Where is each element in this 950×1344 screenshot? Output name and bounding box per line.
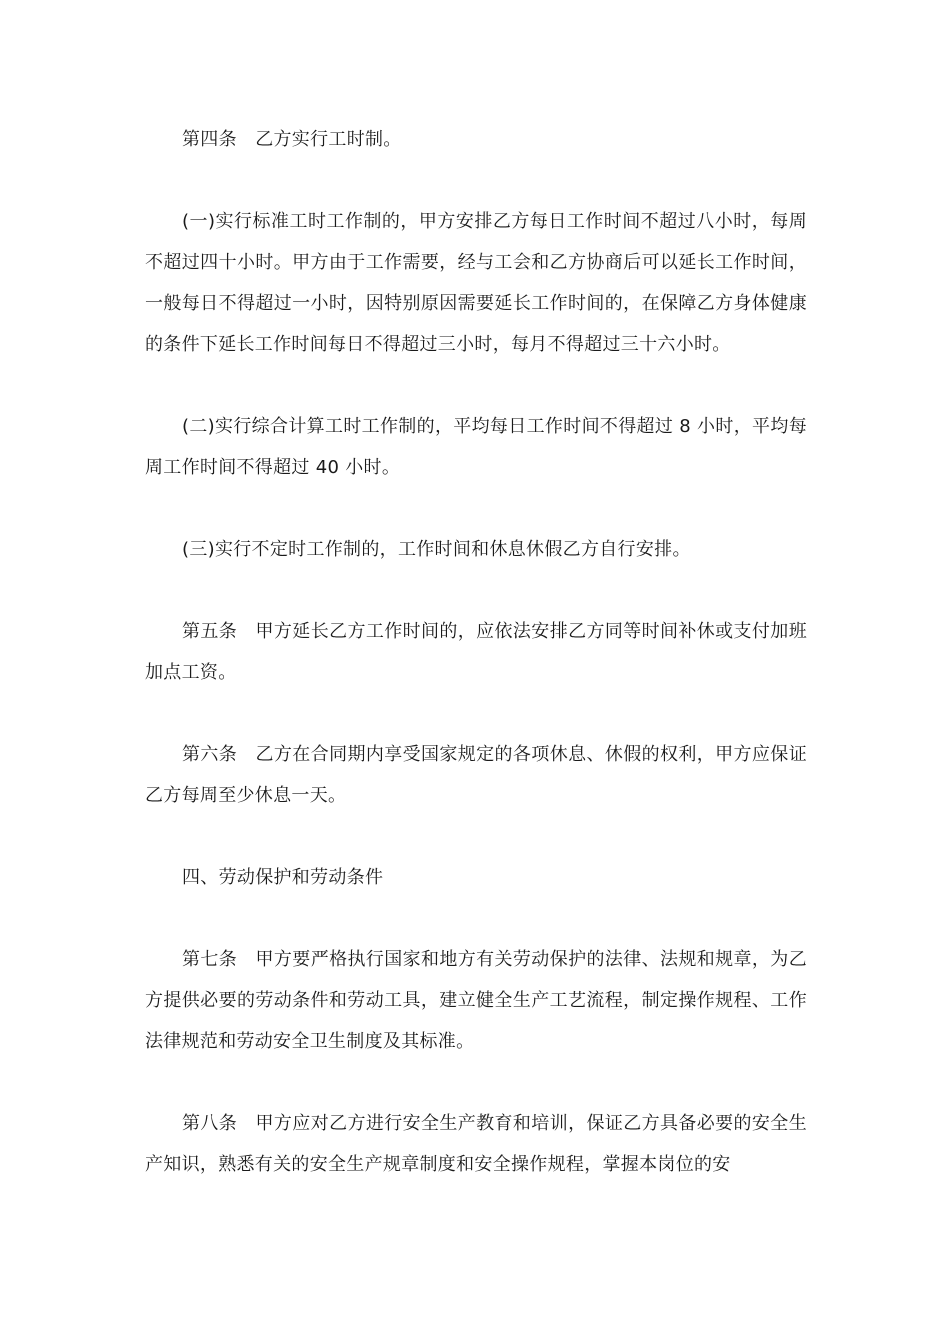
clause-flexible-hours: (三)实行不定时工作制的，工作时间和休息休假乙方自行安排。 [182,539,691,560]
article-6: 第六条 乙方在合同期内享受国家规定的各项休息、休假的权利，甲方应保证乙方每周至少休息一天。 [145,744,807,806]
clause-comprehensive-hours: (二)实行综合计算工时工作制的，平均每日工作时间不得超过 8 小时，平均每周工作时间不得超过 40 小时。 [145,416,807,478]
article-7: 第七条 甲方要严格执行国家和地方有关劳动保护的法律、法规和规章，为乙方提供必要的劳动条件和劳动工具，建立健全生产工艺流程，制定操作规程、工作法律规范和劳动安全卫生制度及其标准。 [145,949,807,1052]
section-4-heading: 四、劳动保护和劳动条件 [182,867,384,888]
document-body [145,119,807,1226]
clause-standard-hours: (一)实行标准工时工作制的，甲方安排乙方每日工作时间不超过八小时，每周不超过四十小时。甲方由于工作需要，经与工会和乙方协商后可以延长工作时间，一般每日不得超过一小时，因特别原因需要延长工作时间的，在保障乙方身体健康的条件下延长工作时间每日不得超过三小时，每月不得超过三十六小时。 [145,211,807,355]
article-4-heading: 第四条 乙方实行工时制。 [182,129,402,150]
article-8: 第八条 甲方应对乙方进行安全生产教育和培训，保证乙方具备必要的安全生产知识，熟悉有关的安全生产规章制度和安全操作规程，掌握本岗位的安 [145,1113,807,1175]
article-5: 第五条 甲方延长乙方工作时间的，应依法安排乙方同等时间补休或支付加班加点工资。 [145,621,807,683]
